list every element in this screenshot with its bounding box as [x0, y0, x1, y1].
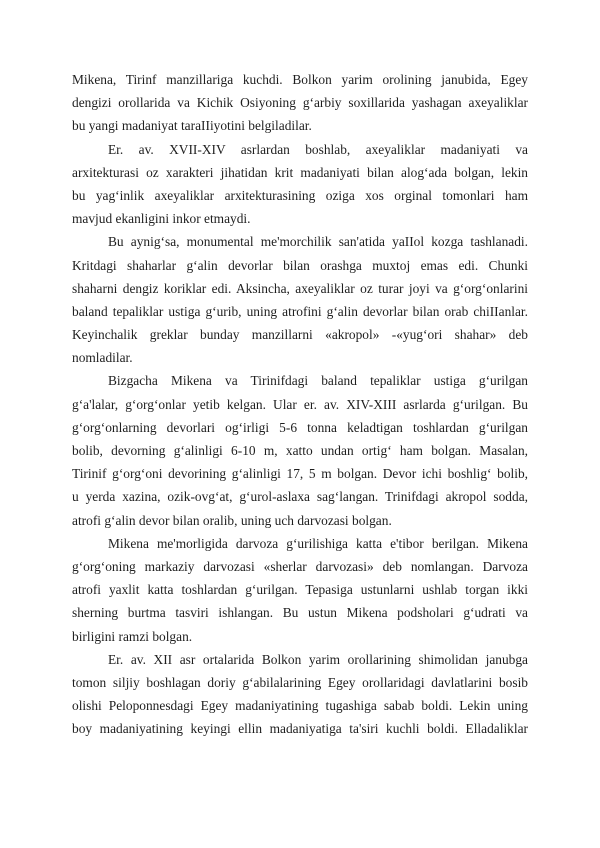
- paragraph: [72, 648, 528, 741]
- text-line: sherning burtma tasviri ishlangan. Bu ustun Mikena podsholari g‘udrati va: [72, 605, 528, 621]
- text-line: g‘org‘oning markaziy darvozasi «sherlar darvozasi» deb nomlangan. Darvoza: [72, 558, 528, 574]
- text-line: baland tepaliklar ustiga g‘urib, uning atrofini g‘alin devorlar bilan orab chiIIanlar.: [72, 303, 528, 319]
- paragraph: [72, 138, 528, 231]
- paragraph: [72, 369, 528, 531]
- text-line: g‘org‘onlarning devorlari og‘irligi 5-6 tonna keladtigan toshlardan g‘urilgan: [72, 419, 528, 435]
- text-line: dengizi orollarida va Kichik Osiyoning g‘arbiy soxillarida yashagan axeyaliklar: [72, 95, 528, 111]
- text-line: nomladilar.: [72, 350, 133, 366]
- text-line: g‘a'lalar, g‘org‘onlar yetib kelgan. Ular er. av. XIV-XIII asrlarda g‘urilgan. Bu: [72, 396, 528, 412]
- paragraph: [72, 532, 528, 648]
- document-body: [72, 68, 528, 740]
- paragraph: [72, 68, 528, 138]
- text-line: Er. av. XII asr ortalarida Bolkon yarim orollarining shimolidan janubga: [108, 651, 528, 667]
- text-line: Keyinchalik greklar bunday manzillarni «akropol» -«yug‘ori shahar» deb: [72, 327, 528, 343]
- text-line: bu yangi madaniyat taraIIiyotini belgiladilar.: [72, 118, 312, 134]
- text-line: tomon siljiy boshlagan doriy g‘abilalarining Egey orollaridagi davlatlarini bosib: [72, 674, 528, 690]
- text-line: olishi Peloponnesdagi Egey madaniyatining tugashiga sabab boldi. Lekin uning: [72, 698, 528, 714]
- text-line: Mikena, Tirinf manzillariga kuchdi. Bolkon yarim orolining janubida, Egey: [72, 72, 528, 87]
- text-line: atrofi yaxlit katta toshlardan g‘urilgan. Tepasiga ustunlarni ushlab torgan ikki: [72, 582, 528, 598]
- text-line: shaharni dengiz koriklar edi. Aksincha, axeyaliklar oz turar joyi va g‘org‘onlarini: [72, 280, 528, 296]
- text-line: mavjud ekanligini inkor etmaydi.: [72, 211, 251, 227]
- text-line: atrofi g‘alin devor bilan oralib, uning uch darvozasi bolgan.: [72, 512, 392, 528]
- paragraph: [72, 230, 528, 369]
- text-line: u yerda xazina, ozik-ovg‘at, g‘urol-aslaxa sag‘langan. Trinifdagi akropol sodda,: [72, 489, 528, 505]
- text-line: boy madaniyatining keyingi ellin madaniyatiga ta'siri kuchli boldi. Elladaliklar: [72, 721, 528, 737]
- text-line: Bu aynig‘sa, monumental me'morchilik san'atida yaIIol kozga tashlanadi.: [108, 234, 528, 250]
- text-line: birligini ramzi bolgan.: [72, 628, 193, 644]
- text-line: arxitekturasi oz xarakteri jihatidan krit madaniyati bilan alog‘ada bolgan, lekin: [72, 164, 528, 180]
- text-line: Kritdagi shaharlar g‘alin devorlar bilan orashga muxtoj emas edi. Chunki: [72, 257, 528, 273]
- text-line: bu yag‘inlik axeyaliklar arxitekturasining oziga xos orginal tomonlari ham: [72, 187, 528, 203]
- text-line: Er. av. XVII-XIV asrlardan boshlab, axeyaliklar madaniyati va: [108, 141, 528, 157]
- text-line: bolib, devorning g‘alinligi 6-10 m, xatto undan ortig‘ ham bolgan. Masalan,: [72, 443, 528, 458]
- text-line: Bizgacha Mikena va Tirinifdagi baland tepaliklar ustiga g‘urilgan: [108, 373, 528, 389]
- text-line: Tirinif g‘org‘oni devorining g‘alinligi 17, 5 m bolgan. Devor ichi boshlig‘ bolib,: [72, 466, 528, 482]
- text-line: Mikena me'morligida darvoza g‘urilishiga katta e'tibor berilgan. Mikena: [108, 535, 528, 551]
